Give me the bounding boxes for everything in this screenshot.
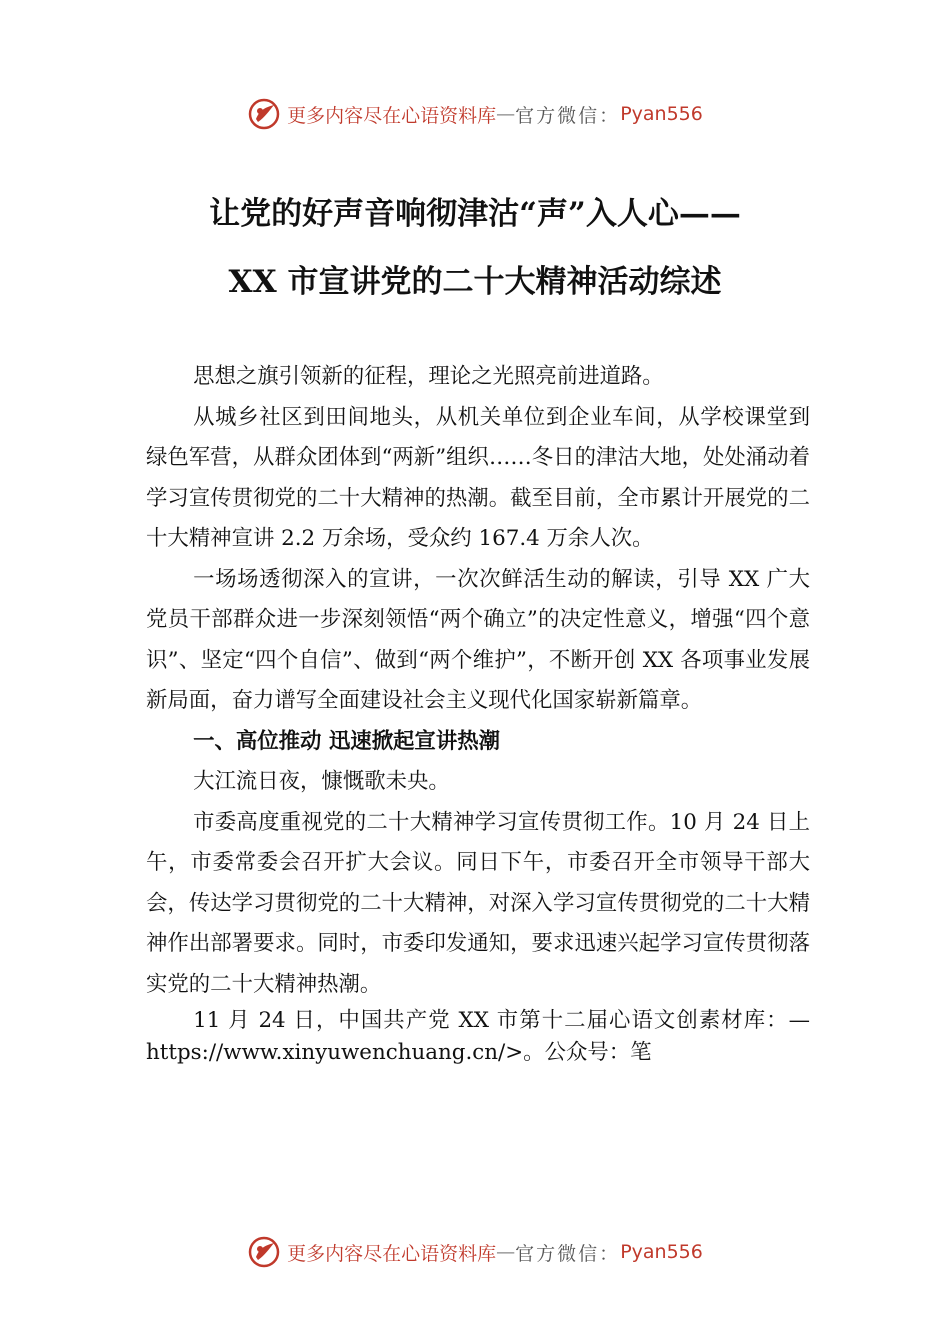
document-body: [146, 357, 810, 1069]
watermark-brand: 更多内容尽在心语资料库: [287, 1242, 497, 1265]
watermark-header: [0, 94, 950, 134]
brand-logo-icon: [247, 97, 281, 131]
watermark-separator: —: [496, 1241, 516, 1263]
paragraph-5: 市委高度重视党的二十大精神学习宣传贯彻工作。10 月 24 日上午，市委常委会召开扩大会议。同日下午，市委召开全市领导干部大会，传达学习贯彻党的二十大精神，对深入学习宣传贯彻党的二十大精神作出部署要求。同时，市委印发通知，要求迅速兴起学习宣传贯彻落实党的二十大精神热潮。: [146, 809, 810, 997]
watermark-separator: —: [496, 103, 516, 125]
document-title-line1: 让党的好声音响彻津沽“声”入人心——: [209, 196, 741, 232]
document-title-line2: XX 市宣讲党的二十大精神活动综述: [228, 264, 722, 300]
section-heading-1: 一、高位推动 迅速掀起宣讲热潮: [193, 728, 500, 754]
paragraph-2: 从城乡社区到田间地头，从机关单位到企业车间，从学校课堂到绿色军营，从群众团体到“两新”组织……冬日的津沽大地，处处涌动着学习宣传贯彻党的二十大精神的热潮。截至目前，全市累计开展党的二十大精神宣讲 2.2 万余场，受众约 167.4 万余人次。: [146, 404, 810, 551]
watermark-wechat-id: Pyan556: [620, 103, 703, 125]
paragraph-1: 思想之旗引领新的征程，理论之光照亮前进道路。: [193, 364, 664, 389]
paragraph-6: 11 月 24 日，中国共产党 XX 市第十二届心语文创素材库：—https://www.xinyuwenchuang.cn/>。公众号：笔: [146, 1008, 810, 1065]
watermark-brand: 更多内容尽在心语资料库: [287, 104, 497, 127]
watermark-wechat-id: Pyan556: [620, 1241, 703, 1263]
paragraph-3: 一场场透彻深入的宣讲，一次次鲜活生动的解读，引导 XX 广大党员干部群众进一步深刻领悟“两个确立”的决定性意义，增强“四个意识”、坚定“四个自信”、做到“两个维护”，不断开创 XX 各项事业发展新局面，奋力谱写全面建设社会主义现代化国家崭新篇章。: [146, 566, 810, 713]
watermark-wechat-label: 官方微信：: [515, 104, 621, 127]
watermark-footer: [0, 1232, 950, 1272]
paragraph-4: 大江流日夜，慷慨歌未央。: [193, 769, 450, 794]
brand-logo-icon: [247, 1235, 281, 1269]
watermark-wechat-label: 官方微信：: [515, 1242, 621, 1265]
